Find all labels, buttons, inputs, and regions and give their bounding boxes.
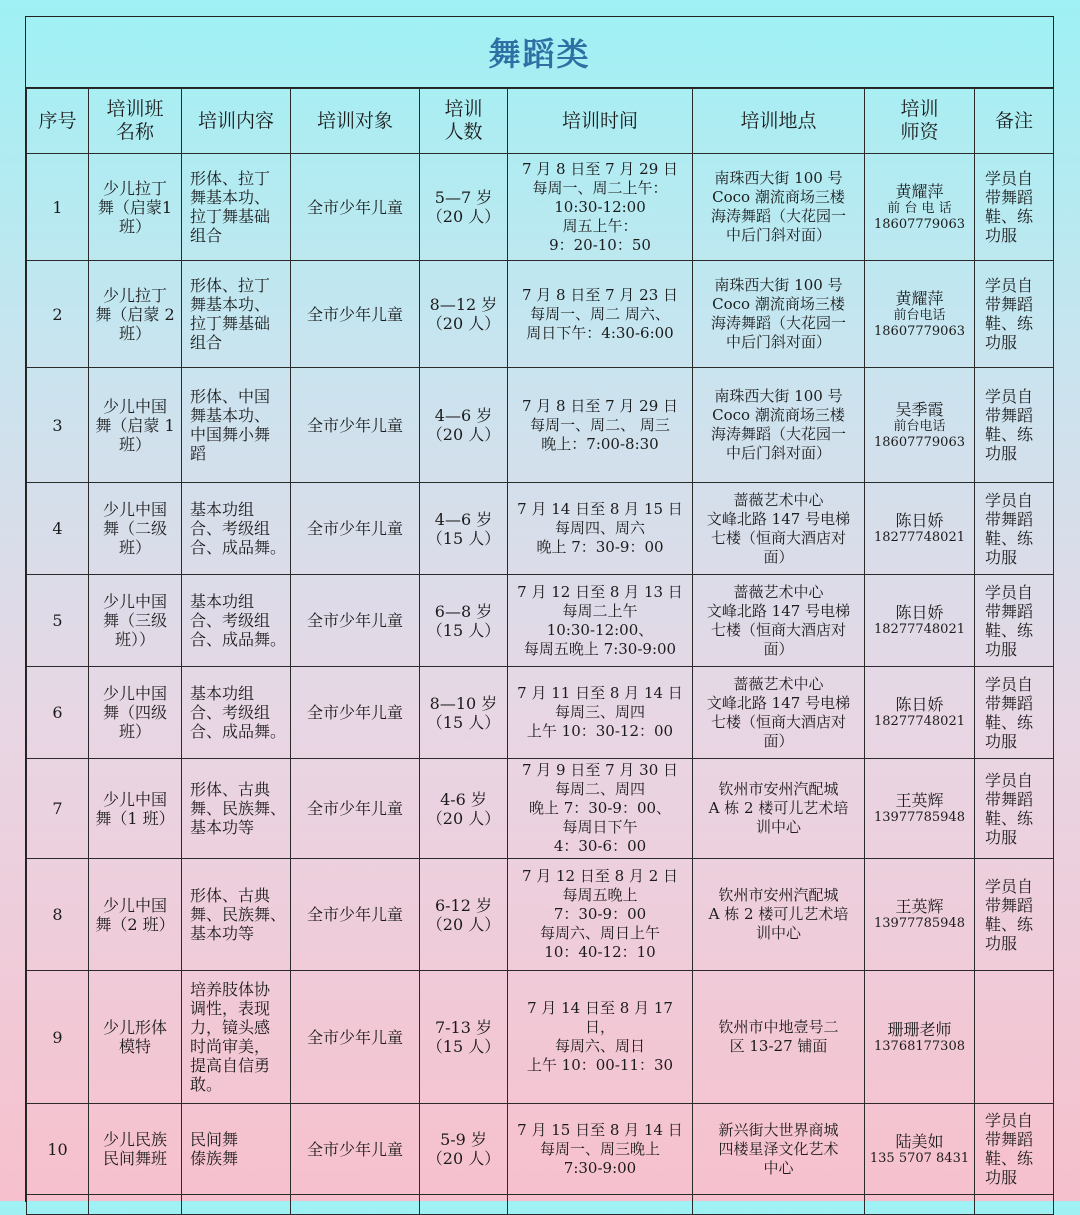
header-class-name: 培训班 名称 — [89, 89, 182, 154]
row-target: 全市少年儿童 — [291, 667, 420, 759]
row-note: 学员自 带舞蹈 鞋、练 功服 — [975, 667, 1054, 759]
header-index: 序号 — [27, 89, 89, 154]
row-time: 7 月 8 日至 7 月 29 日 每周一、周二上午： 10:30-12:00 周五上午： 9：20-10：50 — [508, 154, 693, 261]
row-location: 钦州市安州汽配城 A 栋 2 楼可儿艺术培 训中心 — [693, 859, 865, 971]
row-location: 新兴街大世界商城 四楼星泽文化艺术 中心 — [693, 1104, 865, 1195]
row-target: 全市少年儿童 — [291, 261, 420, 368]
row-content: 民间舞 傣族舞 — [182, 1104, 291, 1195]
row-teacher: 黄耀萍 前台电话 18607779063 — [865, 261, 975, 368]
row-class-name: 少儿中国 舞（四级 班） — [89, 667, 182, 759]
header-content: 培训内容 — [182, 89, 291, 154]
row-time: 7 月 15 日至 8 月 14 日 每周一、周三晚上 7:30-9:00 — [508, 1104, 693, 1195]
row-target: 全市少年儿童 — [291, 154, 420, 261]
row-index: 1 — [27, 154, 89, 261]
empty-cell — [865, 1195, 975, 1215]
row-location: 蔷薇艺术中心 文峰北路 147 号电梯 七楼（恒商大酒店对 面） — [693, 483, 865, 575]
table-row — [27, 575, 1054, 667]
row-class-name: 少儿中国 舞（启蒙 1 班） — [89, 368, 182, 483]
row-time: 7 月 9 日至 7 月 30 日 每周二、周四 晚上 7：30-9：00、 每周日下午 4：30-6：00 — [508, 759, 693, 859]
row-content: 培养肢体协 调性，表现 力，镜头感 时尚审美， 提高自信勇 敢。 — [182, 971, 291, 1104]
row-teacher: 陈日娇 18277748021 — [865, 667, 975, 759]
row-content: 基本功组 合、考级组 合、成品舞。 — [182, 483, 291, 575]
row-location: 蔷薇艺术中心 文峰北路 147 号电梯 七楼（恒商大酒店对 面） — [693, 667, 865, 759]
row-count: 7-13 岁 （15 人） — [420, 971, 508, 1104]
row-target: 全市少年儿童 — [291, 971, 420, 1104]
table-row-partial — [27, 1195, 1054, 1215]
schedule-sheet — [25, 16, 1054, 1202]
header-row — [27, 89, 1054, 154]
row-index: 7 — [27, 759, 89, 859]
row-location: 南珠西大街 100 号 Coco 潮流商场三楼 海涛舞蹈（大花园一 中后门斜对面） — [693, 368, 865, 483]
row-content: 形体、中国 舞基本功、 中国舞小舞 蹈 — [182, 368, 291, 483]
row-note: 学员自 带舞蹈 鞋、练 功服 — [975, 368, 1054, 483]
row-target: 全市少年儿童 — [291, 575, 420, 667]
page-title: 舞蹈类 — [26, 17, 1053, 88]
row-teacher: 陆美如 135 5707 8431 — [865, 1104, 975, 1195]
row-note: 学员自 带舞蹈 鞋、练 功服 — [975, 1104, 1054, 1195]
header-target: 培训对象 — [291, 89, 420, 154]
empty-cell — [420, 1195, 508, 1215]
row-target: 全市少年儿童 — [291, 1104, 420, 1195]
row-teacher: 黄耀萍 前 台 电 话 18607779063 — [865, 154, 975, 261]
row-time: 7 月 8 日至 7 月 29 日 每周一、周二、 周三 晚上：7:00-8:30 — [508, 368, 693, 483]
row-teacher: 陈日娇 18277748021 — [865, 575, 975, 667]
row-target: 全市少年儿童 — [291, 859, 420, 971]
header-location: 培训地点 — [693, 89, 865, 154]
table-row — [27, 859, 1054, 971]
row-location: 南珠西大街 100 号 Coco 潮流商场三楼 海涛舞蹈（大花园一 中后门斜对面） — [693, 261, 865, 368]
row-location: 钦州市中地壹号二 区 13-27 铺面 — [693, 971, 865, 1104]
row-target: 全市少年儿童 — [291, 759, 420, 859]
row-teacher: 吴季霞 前台电话 18607779063 — [865, 368, 975, 483]
row-class-name: 少儿民族 民间舞班 — [89, 1104, 182, 1195]
header-count: 培训 人数 — [420, 89, 508, 154]
empty-cell — [182, 1195, 291, 1215]
row-class-name: 少儿中国 舞（三级 班）） — [89, 575, 182, 667]
row-note: 学员自 带舞蹈 鞋、练 功服 — [975, 575, 1054, 667]
row-count: 8—10 岁 （15 人） — [420, 667, 508, 759]
row-teacher: 王英辉 13977785948 — [865, 759, 975, 859]
empty-cell — [27, 1195, 89, 1215]
row-teacher: 陈日娇 18277748021 — [865, 483, 975, 575]
row-index: 9 — [27, 971, 89, 1104]
row-location: 南珠西大街 100 号 Coco 潮流商场三楼 海涛舞蹈（大花园一 中后门斜对面） — [693, 154, 865, 261]
row-count: 6-12 岁 （20 人） — [420, 859, 508, 971]
row-content: 形体、古典 舞、民族舞、 基本功等 — [182, 759, 291, 859]
row-class-name: 少儿拉丁 舞（启蒙1 班） — [89, 154, 182, 261]
empty-cell — [693, 1195, 865, 1215]
row-target: 全市少年儿童 — [291, 483, 420, 575]
row-time: 7 月 14 日至 8 月 15 日 每周四、周六 晚上 7：30-9：00 — [508, 483, 693, 575]
table-row — [27, 261, 1054, 368]
header-teacher: 培训 师资 — [865, 89, 975, 154]
row-index: 10 — [27, 1104, 89, 1195]
row-index: 6 — [27, 667, 89, 759]
table-row — [27, 154, 1054, 261]
header-note: 备注 — [975, 89, 1054, 154]
row-time: 7 月 12 日至 8 月 13 日 每周二上午 10:30-12:00、 每周五晚上 7:30-9:00 — [508, 575, 693, 667]
row-count: 4—6 岁 （15 人） — [420, 483, 508, 575]
row-index: 3 — [27, 368, 89, 483]
row-note: 学员自 带舞蹈 鞋、练 功服 — [975, 483, 1054, 575]
row-count: 4—6 岁 （20 人） — [420, 368, 508, 483]
row-time: 7 月 11 日至 8 月 14 日 每周三、周四 上午 10：30-12：00 — [508, 667, 693, 759]
row-class-name: 少儿形体 模特 — [89, 971, 182, 1104]
row-count: 8—12 岁 （20 人） — [420, 261, 508, 368]
row-note — [975, 971, 1054, 1104]
table-row — [27, 483, 1054, 575]
row-note: 学员自 带舞蹈 鞋、练 功服 — [975, 759, 1054, 859]
row-location: 蔷薇艺术中心 文峰北路 147 号电梯 七楼（恒商大酒店对 面） — [693, 575, 865, 667]
row-teacher: 王英辉 13977785948 — [865, 859, 975, 971]
row-content: 形体、拉丁 舞基本功、 拉丁舞基础 组合 — [182, 154, 291, 261]
table-row — [27, 759, 1054, 859]
empty-cell — [89, 1195, 182, 1215]
row-target: 全市少年儿童 — [291, 368, 420, 483]
row-count: 5-9 岁 （20 人） — [420, 1104, 508, 1195]
row-count: 5—7 岁 （20 人） — [420, 154, 508, 261]
row-content: 基本功组 合、考级组 合、成品舞。 — [182, 667, 291, 759]
row-count: 4-6 岁 （20 人） — [420, 759, 508, 859]
row-class-name: 少儿拉丁 舞（启蒙 2 班） — [89, 261, 182, 368]
row-teacher: 珊珊老师 13768177308 — [865, 971, 975, 1104]
row-index: 2 — [27, 261, 89, 368]
empty-cell — [508, 1195, 693, 1215]
row-class-name: 少儿中国 舞（二级 班） — [89, 483, 182, 575]
row-content: 基本功组 合、考级组 合、成品舞。 — [182, 575, 291, 667]
row-note: 学员自 带舞蹈 鞋、练 功服 — [975, 859, 1054, 971]
empty-cell — [975, 1195, 1054, 1215]
table-row — [27, 971, 1054, 1104]
training-table — [26, 88, 1054, 1215]
row-class-name: 少儿中国 舞（2 班） — [89, 859, 182, 971]
row-index: 4 — [27, 483, 89, 575]
row-class-name: 少儿中国 舞（1 班） — [89, 759, 182, 859]
row-content: 形体、古典 舞、民族舞、 基本功等 — [182, 859, 291, 971]
table-row — [27, 368, 1054, 483]
row-location: 钦州市安州汽配城 A 栋 2 楼可儿艺术培 训中心 — [693, 759, 865, 859]
row-index: 5 — [27, 575, 89, 667]
table-row — [27, 667, 1054, 759]
row-content: 形体、拉丁 舞基本功、 拉丁舞基础 组合 — [182, 261, 291, 368]
row-time: 7 月 14 日至 8 月 17 日， 每周六、周日 上午 10：00-11：30 — [508, 971, 693, 1104]
row-time: 7 月 8 日至 7 月 23 日 每周一、周二 周六、 周日下午：4:30-6:00 — [508, 261, 693, 368]
row-count: 6—8 岁 （15 人） — [420, 575, 508, 667]
row-note: 学员自 带舞蹈 鞋、练 功服 — [975, 154, 1054, 261]
row-time: 7 月 12 日至 8 月 2 日 每周五晚上 7：30-9：00 每周六、周日上午 10：40-12：10 — [508, 859, 693, 971]
row-index: 8 — [27, 859, 89, 971]
header-time: 培训时间 — [508, 89, 693, 154]
row-note: 学员自 带舞蹈 鞋、练 功服 — [975, 261, 1054, 368]
empty-cell — [291, 1195, 420, 1215]
table-row — [27, 1104, 1054, 1195]
